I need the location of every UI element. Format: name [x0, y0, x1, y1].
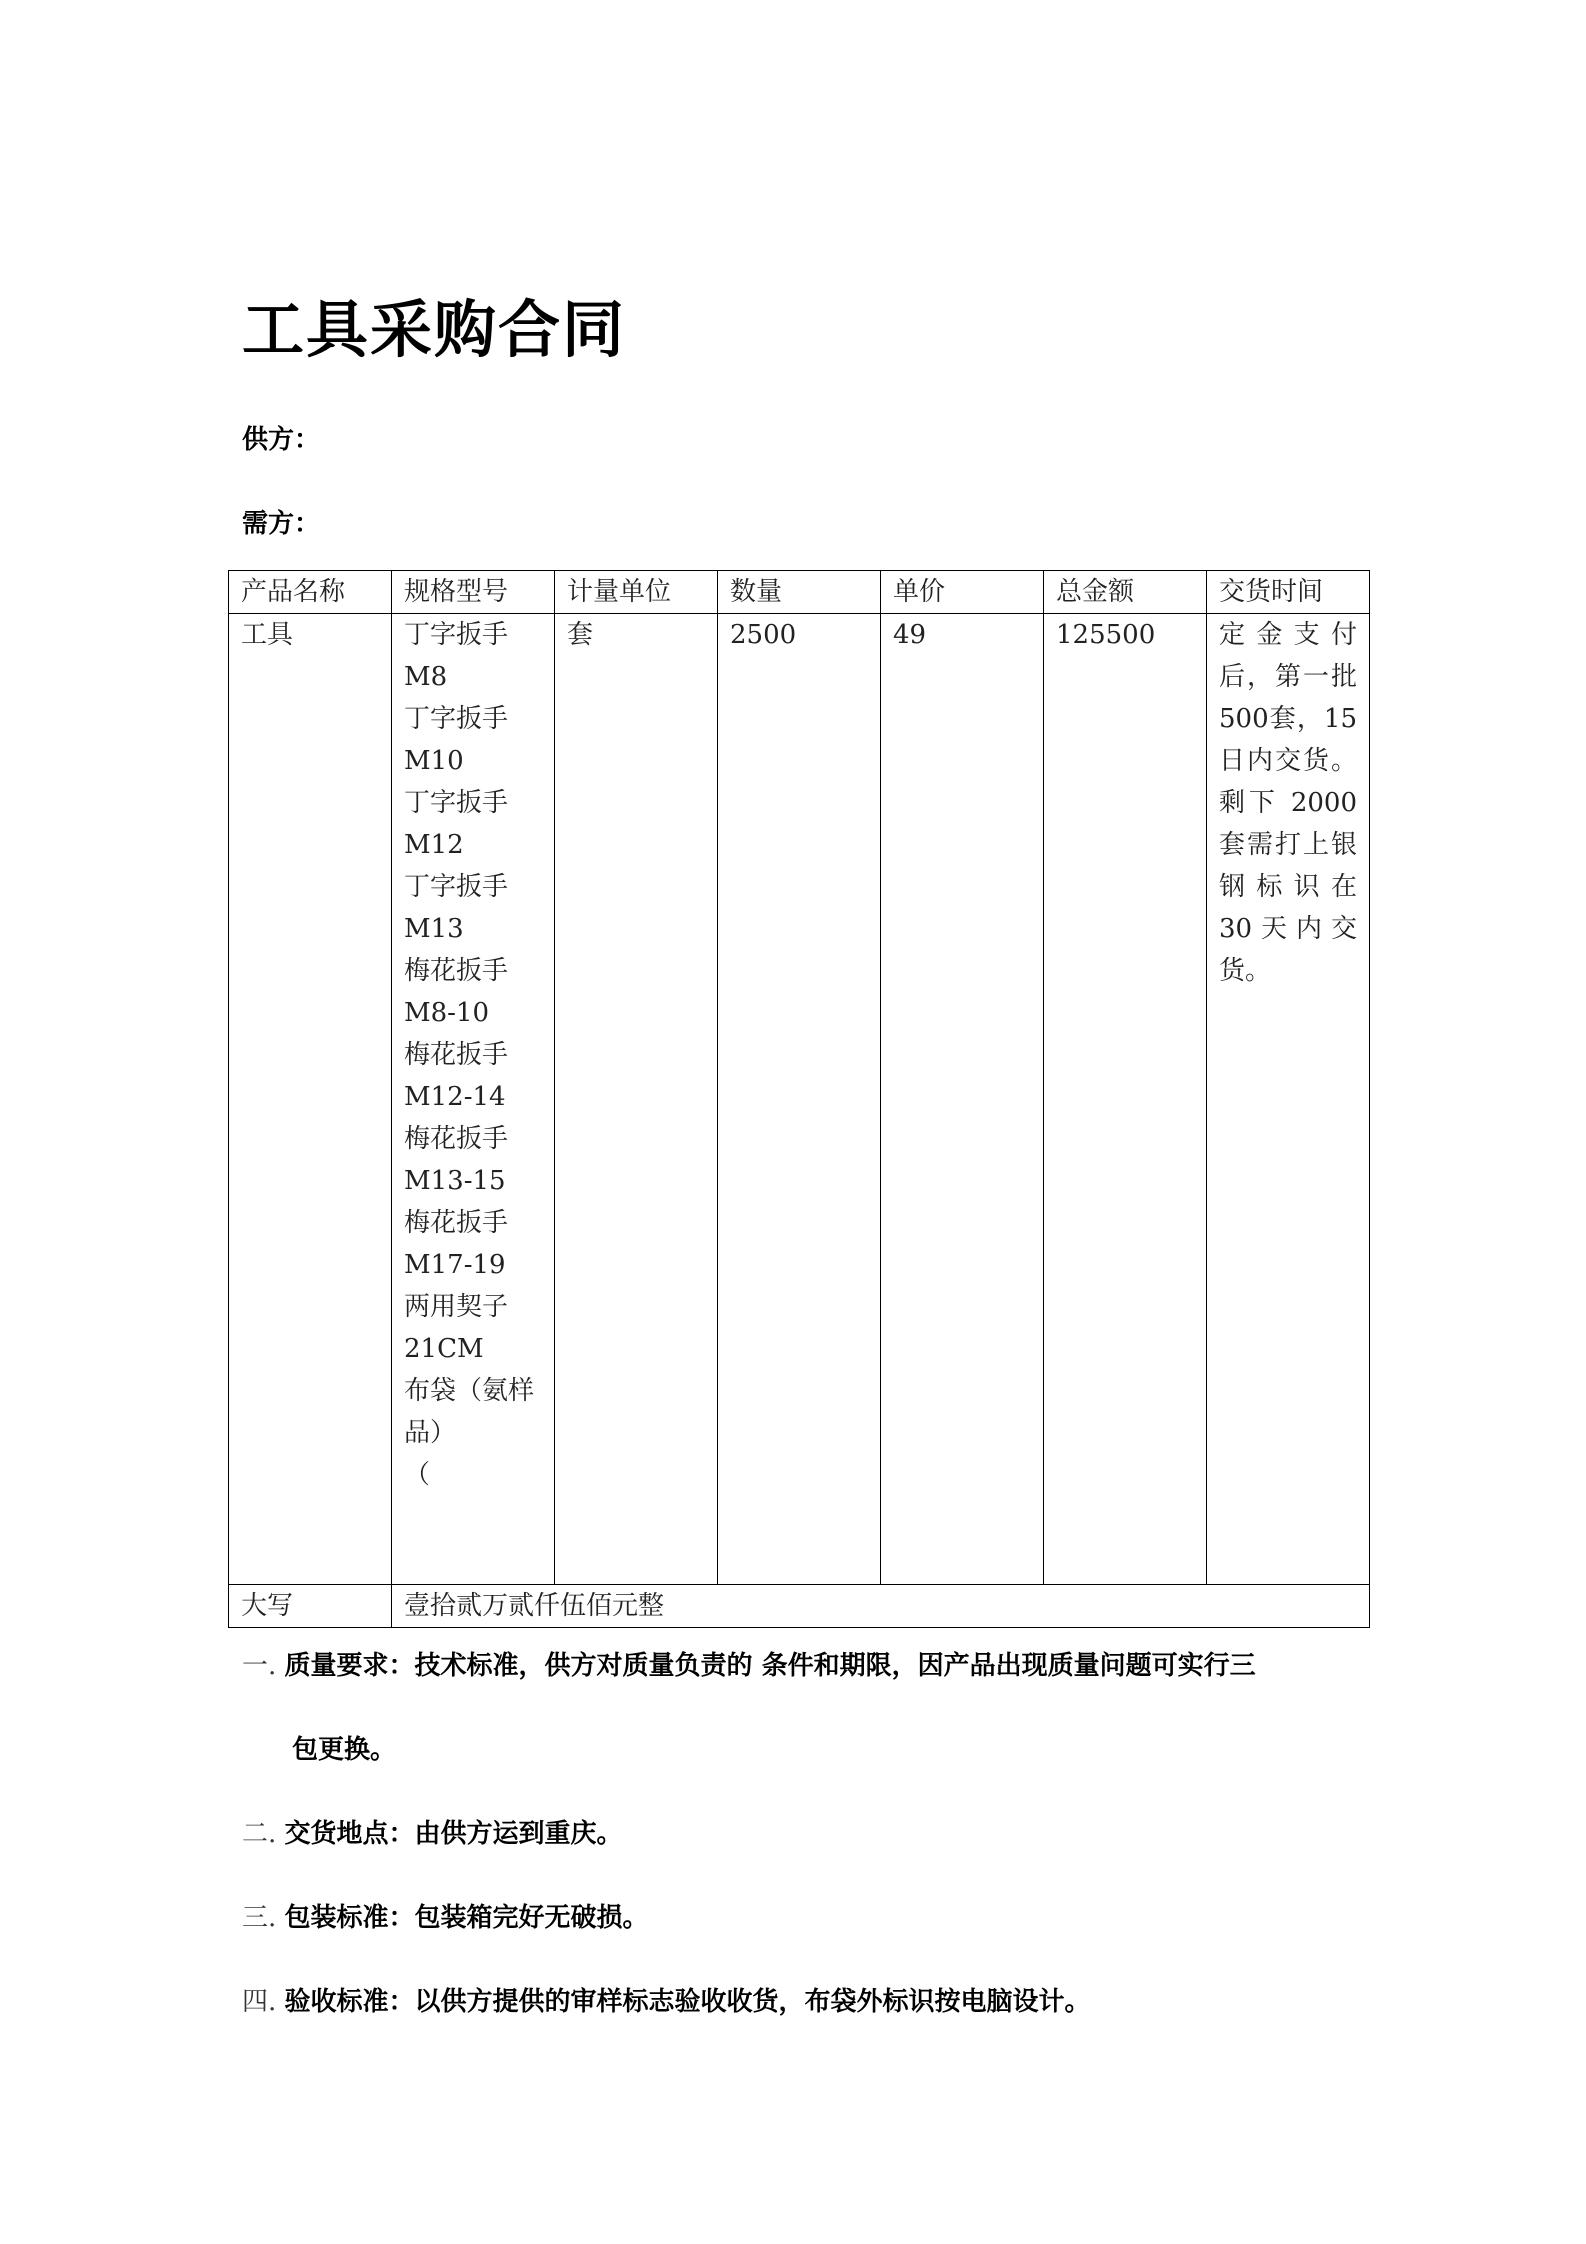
spec-line: 梅花扳手: [404, 1040, 509, 1070]
clause-text: 质量要求：技术标准，供方对质量负责的 条件和期限，因产品出现质量问题可实行三: [284, 1651, 1256, 1681]
clause-text: 交货地点：由供方运到重庆。: [284, 1819, 623, 1849]
cell-unit-price: 49: [881, 614, 1044, 1585]
clause-number: 四.: [242, 1987, 277, 2017]
spec-line: M12-14: [404, 1082, 506, 1112]
spec-line: 梅花扳手: [404, 956, 509, 986]
header-delivery-time: 交货时间: [1207, 571, 1370, 614]
header-quantity: 数量: [718, 571, 881, 614]
spec-line: 丁字扳手: [404, 620, 509, 650]
spec-line: M8-10: [404, 998, 490, 1028]
clause-text: 包装标准：包装箱完好无破损。: [284, 1903, 649, 1933]
table-footer-row: [229, 1585, 1370, 1628]
header-total-amount: 总金额: [1044, 571, 1207, 614]
header-unit: 计量单位: [555, 571, 718, 614]
spec-line: 两用契子: [404, 1292, 509, 1322]
spec-line: 品）: [404, 1418, 457, 1448]
header-product-name: 产品名称: [229, 571, 392, 614]
spec-line: M17-19: [404, 1250, 506, 1280]
clause-quality: [242, 1648, 1256, 1684]
header-spec-model: 规格型号: [392, 571, 555, 614]
spec-line: 丁字扳手: [404, 788, 509, 818]
spec-line: （: [404, 1460, 431, 1490]
supplier-label: 供方：: [242, 425, 321, 455]
clause-number: 一.: [242, 1651, 277, 1681]
spec-line: M13-15: [404, 1166, 506, 1196]
header-unit-price: 单价: [881, 571, 1044, 614]
cell-specs: [392, 614, 555, 1585]
footer-amount-in-words: 壹拾贰万贰仟伍佰元整: [392, 1585, 1370, 1628]
clause-quality-continuation: 包更换。: [292, 1735, 397, 1765]
spec-line: M8: [404, 662, 448, 692]
footer-label: 大写: [229, 1585, 392, 1628]
cell-product: 工具: [229, 614, 392, 1585]
spec-line: M12: [404, 830, 464, 860]
clause-text: 验收标准：以供方提供的审样标志验收收货，布袋外标识按电脑设计。: [284, 1987, 1091, 2017]
clause-delivery-location: [242, 1816, 623, 1852]
clause-number: 三.: [242, 1903, 277, 1933]
spec-line: 布袋（氨样: [404, 1376, 535, 1406]
spec-line: 21CM: [404, 1334, 484, 1364]
cell-quantity: 2500: [718, 614, 881, 1585]
spec-line: 梅花扳手: [404, 1124, 509, 1154]
spec-line: 丁字扳手: [404, 872, 509, 902]
table-row: [229, 614, 1370, 1585]
clause-acceptance: [242, 1984, 1091, 2020]
cell-delivery: 定金支付后，第一批500套，15日内交货。剩下 2000 套需打上银钢标识在 30天内交货。: [1207, 614, 1370, 1585]
cell-unit: 套: [555, 614, 718, 1585]
spec-line: 丁字扳手: [404, 704, 509, 734]
clause-packaging: [242, 1900, 649, 1936]
spec-line: M10: [404, 746, 464, 776]
goods-table: [228, 570, 1370, 1628]
buyer-label: 需方：: [242, 509, 321, 539]
table-header-row: [229, 571, 1370, 614]
spec-line: 梅花扳手: [404, 1208, 509, 1238]
cell-total: 125500: [1044, 614, 1207, 1585]
clause-number: 二.: [242, 1819, 277, 1849]
spec-line: M13: [404, 914, 464, 944]
document-title: 工具采购合同: [242, 293, 627, 366]
